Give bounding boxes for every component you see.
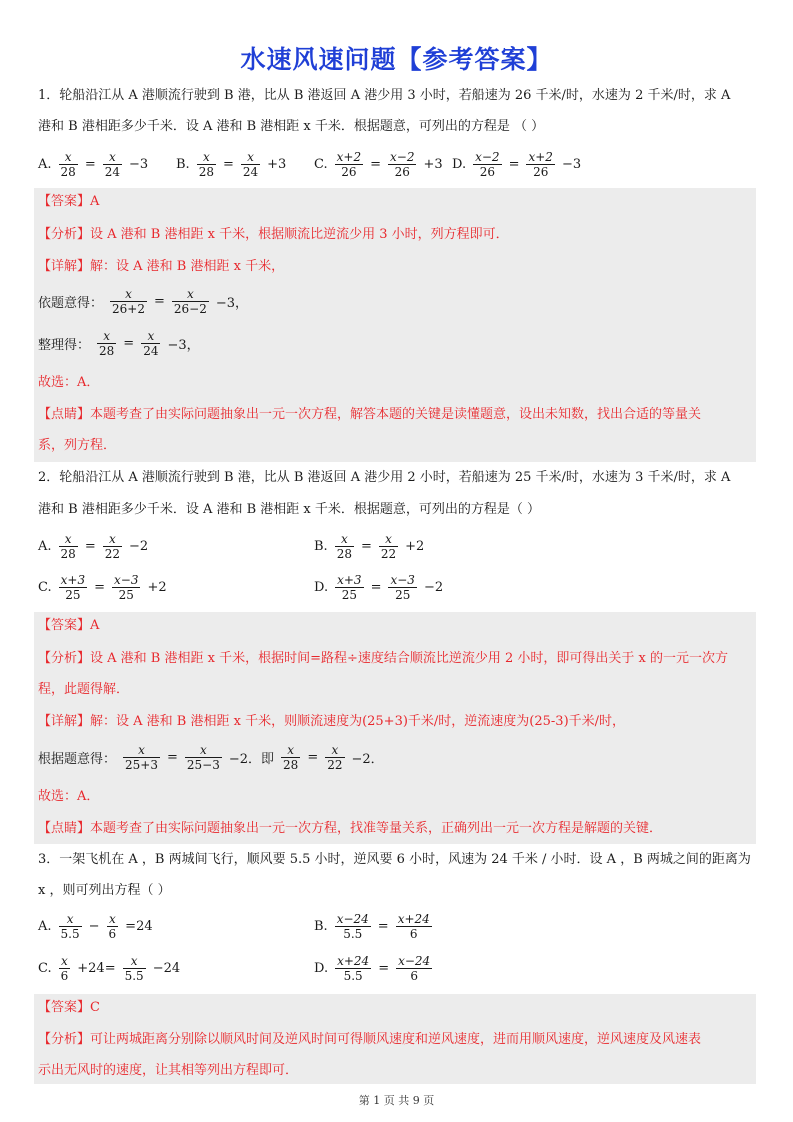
q1-stem-line2: 港和 B 港相距多少千米．设 A 港和 B 港相距 x 千米．根据题意，可列出的方程是 （ ） <box>38 119 545 134</box>
q3-option-b: B. $\frac{x-24}{5.5}$ = $\frac{x+24}{6}$ <box>314 912 430 941</box>
q2-equation: 根据题意得： $\frac{x}{25+3}$ = $\frac{x}{25-3}$ −2．即 $\frac{x}{28}$ = $\frac{x}{22}$ −2． <box>38 743 384 772</box>
q2-option-d: D. $\frac{x+3}{25}$ = $\frac{x-3}{25}$ −2 <box>314 573 444 602</box>
q1-comment-line1: 【点睛】本题考查了由实际问题抽象出一元一次方程，解答本题的关键是读懂题意，设出未知数，找出合适的等量关 <box>38 407 702 422</box>
q2-stem-line2: 港和 B 港相距多少千米．设 A 港和 B 港相距 x 千米．根据题意，可列出的方程是（ ） <box>38 502 541 517</box>
q1-equation-1: 依题意得： $\frac{x}{26+2}$ = $\frac{x}{26-2}$ −3， <box>38 287 249 316</box>
q3-option-a: A. $\frac{x}{5.5}$ − $\frac{x}{6}$ =24 <box>38 912 153 941</box>
q3-analysis-line1: 【分析】可让两城距离分别除以顺风时间及逆风时间可得顺风速度和逆风速度，进而用顺风速度，逆风速度及风速表 <box>38 1032 702 1047</box>
q3-stem-line1: 3．一架飞机在 A ，B 两城间飞行，顺风要 5.5 小时，逆风要 6 小时，风速为 24 千米 / 小时．设 A ，B 两城之间的距离为 <box>38 852 751 867</box>
q1-option-b: B. $\frac{x}{28}$ = $\frac{x}{24}$ +3 <box>176 150 287 179</box>
page-footer: 第 1 页 共 9 页 <box>358 1094 435 1107</box>
q3-stem-line2: x ，则可列出方程（ ） <box>38 883 171 898</box>
q2-answer: 【答案】A <box>38 618 100 633</box>
q1-option-d: D. $\frac{x-2}{26}$ = $\frac{x+2}{26}$ −3 <box>452 150 582 179</box>
q3-analysis-line2: 示出无风时的速度，让其相等列出方程即可． <box>38 1063 299 1078</box>
q1-choose: 故选：A． <box>38 375 100 390</box>
q2-option-b: B. $\frac{x}{28}$ = $\frac{x}{22}$ +2 <box>314 532 425 561</box>
q1-equation-2: 整理得： $\frac{x}{28}$ = $\frac{x}{24}$ −3， <box>38 329 200 358</box>
q2-detail: 【详解】解：设 A 港和 B 港相距 x 千米，则顺流速度为(25+3)千米/时，逆流速度为(25-3)千米/时， <box>38 714 626 729</box>
q1-detail: 【详解】解：设 A 港和 B 港相距 x 千米， <box>38 259 285 274</box>
q1-comment-line2: 系，列方程． <box>38 438 117 453</box>
q2-choose: 故选：A． <box>38 789 100 804</box>
q2-analysis-line2: 程，此题得解． <box>38 682 130 697</box>
q3-option-d: D. $\frac{x+24}{5.5}$ = $\frac{x-24}{6}$ <box>314 954 431 983</box>
q2-stem-line1: 2．轮船沿江从 A 港顺流行驶到 B 港，比从 B 港返回 A 港少用 2 小时，若船速为 25 千米/时，水速为 3 千米/时，求 A <box>38 470 731 485</box>
q2-option-a: A. $\frac{x}{28}$ = $\frac{x}{22}$ −2 <box>38 532 149 561</box>
q1-answer: 【答案】A <box>38 194 100 209</box>
q1-stem-line1: 1．轮船沿江从 A 港顺流行驶到 B 港，比从 B 港返回 A 港少用 3 小时，若船速为 26 千米/时，水速为 2 千米/时，求 A <box>38 88 731 103</box>
q1-analysis: 【分析】设 A 港和 B 港相距 x 千米，根据顺流比逆流少用 3 小时，列方程即可． <box>38 227 509 242</box>
page-title: 水速风速问题【参考答案】 <box>240 45 553 74</box>
q3-option-c: C. $\frac{x}{6}$ +24= $\frac{x}{5.5}$ −24 <box>38 954 181 983</box>
q2-option-c: C. $\frac{x+3}{25}$ = $\frac{x-3}{25}$ +2 <box>38 573 167 602</box>
q2-comment: 【点睛】本题考查了由实际问题抽象出一元一次方程，找准等量关系，正确列出一元一次方程是解题的关键． <box>38 821 663 836</box>
q2-analysis-line1: 【分析】设 A 港和 B 港相距 x 千米，根据时间=路程÷速度结合顺流比逆流少用 2 小时，即可得出关于 x 的一元一次方 <box>38 651 728 666</box>
q1-option-c: C. $\frac{x+2}{26}$ = $\frac{x-2}{26}$ +3 <box>314 150 443 179</box>
q3-answer: 【答案】C <box>38 1000 100 1015</box>
q1-option-a: A. $\frac{x}{28}$ = $\frac{x}{24}$ −3 <box>38 150 149 179</box>
